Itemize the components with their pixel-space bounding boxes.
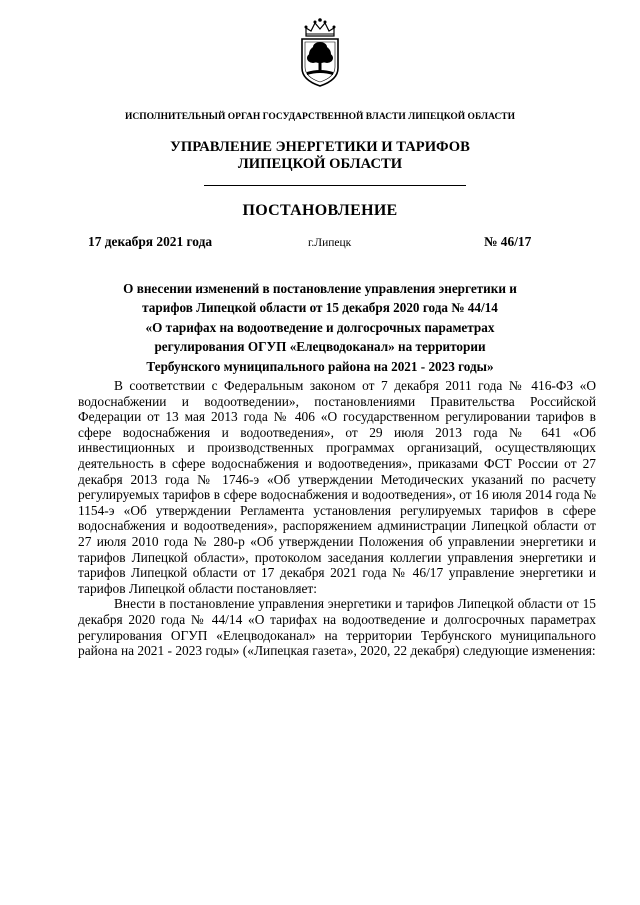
organization-line: ИСПОЛНИТЕЛЬНЫЙ ОРГАН ГОСУДАРСТВЕННОЙ ВЛАСТИ ЛИПЕЦКОЙ ОБЛАСТИ bbox=[124, 112, 516, 122]
document-date: 17 декабря 2021 года bbox=[88, 234, 213, 249]
header-divider bbox=[204, 185, 466, 186]
title-line: регулирования ОГУП «Елецводоканал» на территории bbox=[154, 339, 486, 355]
title-line: «О тарифах на водоотведение и долгосрочных параметрах bbox=[145, 319, 495, 335]
title-line: тарифов Липецкой области от 15 декабря 2020 года № 44/14 bbox=[142, 300, 498, 316]
body-paragraph: В соответствии с Федеральным законом от 7 декабря 2011 года № 416-ФЗ «О водоснабжении и водоотведении», постановлениями Правительства Российской Федерации от 13 мая 2013 года № 406 «О государственном регулировании тарифов в сфере водоснабжения и водоотведения», от 29 июля 2013 года № 641 «Об инвестиционных и производственных программах организаций, осуществляющих деятельность в сфере водоснабжения и водоотведения», приказами ФСТ России от 27 декабря 2013 года № 1746-э «Об утверждении Методических указаний по расчету регулируемых тарифов в сфере водоснабжения и водоотведения», от 16 июля 2014 года № 1154-э «Об утверждении Регламента установления регулируемых тарифов в сфере водоснабжения и водоотведения», распоряжением администрации Липецкой области от 27 июля 2010 года № 280-р «Об утверждении Положения об управлении энергетики и тарифов Липецкой области», протоколом заседания коллегии управления энергетики и тарифов Липецкой области от 17 декабря 2021 года № 46/17 управление энергетики и тарифов Липецкой области постановляет: bbox=[78, 378, 596, 596]
title-line: Тербунского муниципального района на 2021 - 2023 годы» bbox=[146, 358, 494, 374]
document-city: г.Липецк bbox=[308, 237, 352, 249]
document-number: № 46/17 bbox=[484, 234, 532, 249]
document-body bbox=[78, 378, 596, 659]
title-line: О внесении изменений в постановление управления энергетики и bbox=[123, 281, 517, 296]
department-name bbox=[60, 139, 580, 173]
department-name-line2: ЛИПЕЦКОЙ ОБЛАСТИ bbox=[237, 156, 403, 172]
coat-of-arms-icon bbox=[297, 14, 343, 88]
document-type: ПОСТАНОВЛЕНИЕ bbox=[242, 202, 398, 219]
document-title bbox=[90, 279, 550, 376]
body-paragraph: Внести в постановление управления энергетики и тарифов Липецкой области от 15 декабря 2020 года № 44/14 «О тарифах на водоотведение и долгосрочных параметрах регулирования ОГУП «Елецводоканал» на территории Тербунского муниципального района на 2021 - 2023 годы» («Липецкая газета», 2020, 22 декабря) следующие изменения: bbox=[78, 596, 596, 659]
department-name-line1: УПРАВЛЕНИЕ ЭНЕРГЕТИКИ И ТАРИФОВ bbox=[170, 139, 470, 155]
